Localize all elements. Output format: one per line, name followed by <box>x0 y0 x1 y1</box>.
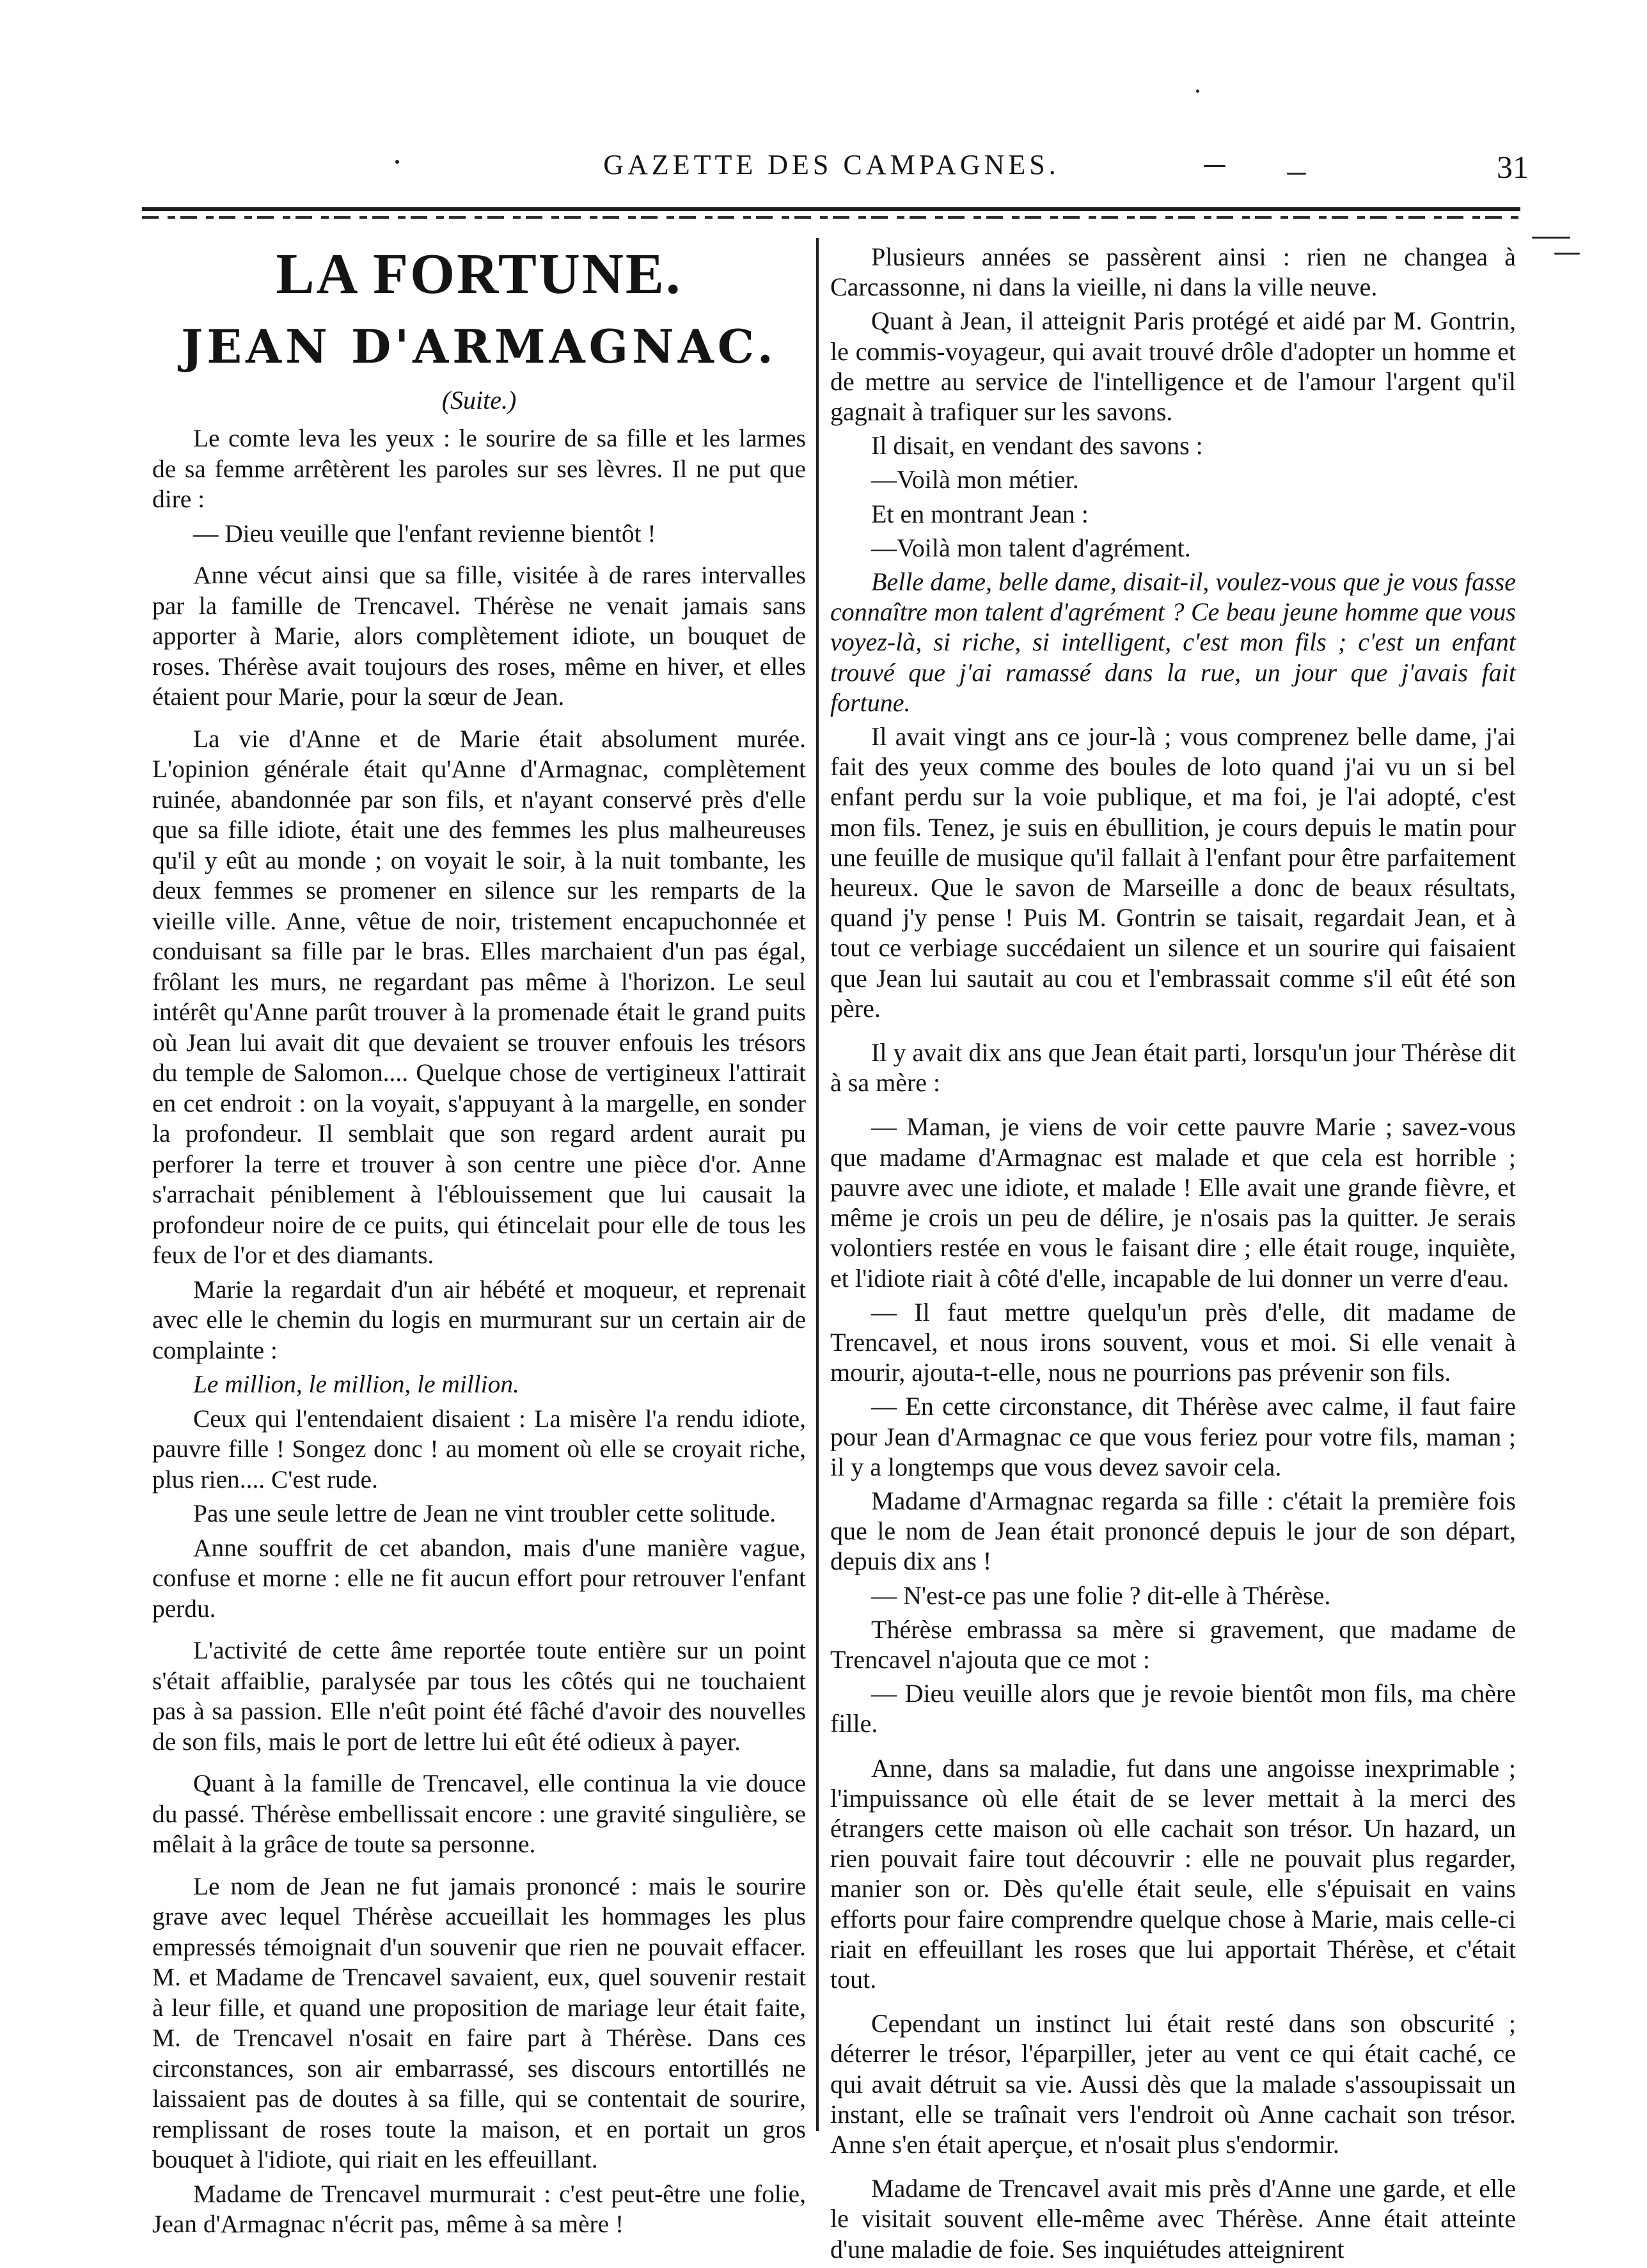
paragraph: Madame de Trencavel avait mis près d'Anne une garde, et elle le visitait souvent elle-même avec Thérèse. Anne était atteinte d'une maladie de foie. Ses inquiétudes atteignirent <box>830 2174 1516 2264</box>
paragraph: Le nom de Jean ne fut jamais prononcé : mais le sourire grave avec lequel Thérèse accueillait les hommages les plus empressés témoignait d'un souvenir que rien ne pouvait effacer. M. et Madame de Trencavel savaient, eux, quel souvenir restait à leur fille, et quand une proposition de mariage leur était faite, M. de Trencavel n'osait en faire part à Thérèse. Dans ces circonstances, son air embarrassé, ses discours entortillés ne laissaient pas de doutes à sa fille, qui se contentait de sourire, remplissant de roses toute la maison, et en portait un gros bouquet à l'idiote, qui riait en les effeuillant. <box>152 1871 806 2173</box>
article-title: LA FORTUNE. <box>276 242 682 306</box>
running-header <box>134 148 1529 193</box>
paragraph: Thérèse embrassa sa mère si gravement, que madame de Trencavel n'ajouta que ce mot : <box>830 1614 1516 1674</box>
paragraph: Et en montrant Jean : <box>871 499 1089 528</box>
paragraph: Pas une seule lettre de Jean ne vint troubler cette solitude. <box>193 1499 776 1527</box>
right-column <box>830 242 1516 2268</box>
paragraph: — En cette circonstance, dit Thérèse avec calme, il faut faire pour Jean d'Armagnac ce que vous feriez pour votre fils, maman ; il y a longtemps que vous devez savoir cela. <box>830 1392 1516 1481</box>
page-number: 31 <box>1497 149 1529 185</box>
running-title: GAZETTE DES CAMPAGNES. <box>603 149 1060 180</box>
header-dashed-rule <box>142 216 1520 219</box>
paragraph: Madame de Trencavel murmurait : c'est peut-être une folie, Jean d'Armagnac n'écrit pas, même à sa mère ! <box>152 2179 806 2238</box>
paragraph: Belle dame, belle dame, disait-il, voulez-vous que je vous fasse connaître mon talent d'agrément ? Ce beau jeune homme que vous voyez-là, si riche, si intelligent, c'est mon fils ; c'est un enfant trouvé que j'ai ramassé dans la rue, un jour que j'avais fait fortune. <box>830 567 1516 717</box>
continuation-note: (Suite.) <box>441 386 517 414</box>
paragraph: Marie la regardait d'un air hébété et moqueur, et reprenait avec elle le chemin du logis en murmurant sur un certain air de complainte : <box>152 1275 806 1364</box>
article-subtitle: JEAN D'ARMAGNAC. <box>181 319 777 374</box>
paragraph: Anne, dans sa maladie, fut dans une angoisse inexprimable ; l'impuissance où elle était de se lever mettait à la merci des étrangers cette maison où elle cachait son trésor. Un hazard, un rien pouvait faire tout découvrir : elle ne pouvait plus regarder, manier son or. Dès qu'elle était seule, elle s'épuisait en vains efforts pour faire comprendre quelque chose à Marie, mais celle-ci riait en effeuillant les roses que lui apportait Thérèse, et c'était tout. <box>830 1753 1516 1994</box>
paragraph: Anne souffrit de cet abandon, mais d'une manière vague, confuse et morne : elle ne fit aucun effort pour retrouver l'enfant perdu. <box>152 1533 806 1623</box>
paragraph: Anne vécut ainsi que sa fille, visitée à de rares intervalles par la famille de Trencavel. Thérèse ne venait jamais sans apporter à Marie, alors complètement idiote, un bouquet de roses. Thérèse avait toujours des roses, même en hiver, et elles étaient pour Marie, pour la sœur de Jean. <box>152 561 806 711</box>
paragraph: — Dieu veuille que l'enfant revienne bientôt ! <box>193 519 656 547</box>
paragraph: Cependant un instinct lui était resté dans son obscurité ; déterrer le trésor, l'éparpiller, jeter au vent ce qui était caché, ce qui avait détruit sa vie. Aussi dès que la malade s'assoupissait un instant, elle se traînait vers l'endroit où Anne cachait son trésor. Anne s'en était aperçue, et n'osait plus s'endormir. <box>830 2009 1516 2159</box>
scan-speck <box>1287 173 1306 175</box>
paragraph: — Il faut mettre quelqu'un près d'elle, dit madame de Trencavel, et nous irons souvent, vous et moi. Si elle venait à mourir, ajouta-t-elle, nous ne pourrions pas prévenir son fils. <box>830 1297 1516 1387</box>
paragraph: Plusieurs années se passèrent ainsi : rien ne changea à Carcassonne, ni dans la vieille, ni dans la ville neuve. <box>830 242 1516 302</box>
paragraph: Il avait vingt ans ce jour-là ; vous comprenez belle dame, j'ai fait des yeux comme des boules de loto quand j'ai vu un si bel enfant perdu sur la voie publique, et ma foi, je l'ai adopté, c'est mon fils. Tenez, je suis en ébullition, je cours depuis le matin pour une feuille de musique qu'il fallait à l'enfant pour être parfaitement heureux. Que le savon de Marseille a donc de beaux résultats, quand j'y pense ! Puis M. Gontrin se taisait, regardait Jean, et à tout ce verbiage succédaient un silence et un sourire qui faisaient que Jean lui sautait au cou et l'embrassait comme s'il eût été son père. <box>830 722 1516 1023</box>
scan-speck <box>1532 237 1570 239</box>
paragraph: — N'est-ce pas une folie ? dit-elle à Thérèse. <box>871 1580 1331 1610</box>
paragraph: Le comte leva les yeux : le sourire de sa fille et les larmes de sa femme arrêtèrent les paroles sur ses lèvres. Il ne put que dire : <box>152 424 806 513</box>
paragraph: — Maman, je viens de voir cette pauvre Marie ; savez-vous que madame d'Armagnac est malade et que cela est horrible ; pauvre avec une idiote, et malade ! Elle avait une grande fièvre, et même je crois un peu de délire, je n'osais pas la quitter. Je serais volontiers restée en vous le faisant dire ; elle était rouge, inquiète, et l'idiote riait à côté d'elle, incapable de lui donner un verre d'eau. <box>830 1112 1516 1293</box>
column-separator <box>816 238 819 2131</box>
paragraph: Madame d'Armagnac regarda sa fille : c'était la première fois que le nom de Jean était prononcé depuis le jour de son départ, depuis dix ans ! <box>830 1486 1516 1576</box>
paragraph: —Voilà mon métier. <box>871 465 1079 494</box>
scan-speck <box>1554 253 1580 255</box>
paragraph: Quant à Jean, il atteignit Paris protégé et aidé par M. Gontrin, le commis-voyageur, qui avait trouvé drôle d'adopter un homme et de mettre au service de l'intelligence et de l'amour l'argent qu'il gagnait à trafiquer sur les savons. <box>830 306 1516 427</box>
paragraph: Le million, le million, le million. <box>193 1370 519 1398</box>
paragraph: — Dieu veuille alors que je revoie bientôt mon fils, ma chère fille. <box>830 1679 1516 1738</box>
paragraph: —Voilà mon talent d'agrément. <box>871 533 1191 562</box>
scan-speck <box>1196 90 1199 93</box>
scan-speck <box>1204 165 1225 167</box>
paragraph: L'activité de cette âme reportée toute entière sur un point s'était affaiblie, paralysée par tous les côtés qui ne touchaient pas à sa passion. Elle n'eût point été fâché d'avoir des nouvelles de son fils, mais le port de lettre lui eût été odieux à payer. <box>152 1636 806 1756</box>
header-rule <box>142 207 1520 211</box>
left-column <box>152 237 806 2244</box>
left-column-text <box>152 423 806 2240</box>
paragraph: Ceux qui l'entendaient disaient : La misère l'a rendu idiote, pauvre fille ! Songez donc ! au moment où elle se croyait riche, plus rien.... C'est rude. <box>152 1404 806 1493</box>
right-column-text <box>830 242 1516 2264</box>
paragraph: Il disait, en vendant des savons : <box>871 431 1203 461</box>
scan-speck <box>395 160 399 164</box>
paragraph: Quant à la famille de Trencavel, elle continua la vie douce du passé. Thérèse embellissait encore : une gravité singulière, se mêlait à la grâce de toute sa personne. <box>152 1769 806 1858</box>
paragraph: La vie d'Anne et de Marie était absolument murée. L'opinion générale était qu'Anne d'Armagnac, complètement ruinée, abandonnée par son fils, et n'ayant conservé près d'elle que sa fille idiote, était une des femmes les plus malheureuses qu'il y eût au monde ; on voyait le soir, à la nuit tombante, les deux femmes se promener en silence sur les remparts de la vieille ville. Anne, vêtue de noir, tristement encapuchonnée et conduisant sa fille par le bras. Elles marchaient d'un pas égal, frôlant les murs, ne regardant pas même à l'horizon. Le seul intérêt qu'Anne parût trouver à la promenade était le grand puits où Jean lui avait dit que devaient se trouver enfouis les trésors du temple de Salomon.... Quelque chose de vertigineux l'attirait en cet endroit : on la voyait, s'appuyant à la margelle, en sonder la profondeur. Il semblait que son regard ardent aurait pu perforer la terre et trouver à son centre une pièce d'or. Anne s'arrachait péniblement à l'éblouissement que lui causait la profondeur noire de ce puits, qui étincelait pour elle de tous les feux de l'or et des diamants. <box>152 724 806 1269</box>
paragraph: Il y avait dix ans que Jean était parti, lorsqu'un jour Thérèse dit à sa mère : <box>830 1038 1516 1098</box>
